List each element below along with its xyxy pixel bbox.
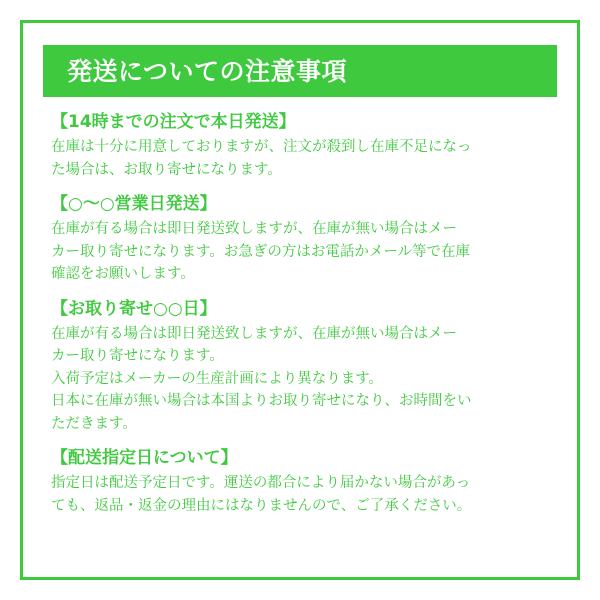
title-banner [43,45,557,97]
section-body [51,218,557,285]
body-line: 日本に在庫が無い場合は本国よりお取り寄せになり、お時間をい [51,393,472,410]
body-line: 入荷予定はメーカーの生産計画により異なります。 [51,370,384,387]
section-heading: 【配送指定日について】 [51,447,238,468]
body-line: ただきます。 [51,415,137,432]
body-line: 確認をお願いします。 [51,266,195,283]
body-line: 指定日は配送予定日です。運送の都合により届かない場合があっ [51,475,471,492]
body-line: 在庫が有る場合は即日発送致しますが、在庫が無い場合はメー [51,325,457,342]
page-title: 発送についての注意事項 [67,56,348,86]
body-line: 在庫は十分に用意しておりますが、注文が殺到し在庫不足になっ [51,139,472,156]
section-body [51,472,557,517]
body-line: カー取り寄せになります。お急ぎの方はお電話かメール等で在庫 [51,243,471,260]
body-line: カー取り寄せになります。 [51,348,224,365]
section-heading: 【14時までの注文で本日発送】 [51,112,296,132]
notice-frame [20,20,580,580]
section-body [51,136,557,181]
body-line: 在庫が有る場合は即日発送致しますが、在庫が無い場合はメー [51,221,457,238]
section-delivery-date [43,447,557,517]
body-line: ても、返品・返金の理由にはなりませんので、ご了承ください。 [51,497,472,514]
section-heading: 【○〜○営業日発送】 [51,194,217,215]
section-same-day-shipping [43,111,557,181]
section-heading: 【お取り寄せ○○日】 [51,298,217,319]
section-body [51,323,557,435]
section-backorder [43,298,557,435]
section-business-day-shipping [43,193,557,286]
body-line: た場合は、お取り寄せになります。 [51,161,282,178]
